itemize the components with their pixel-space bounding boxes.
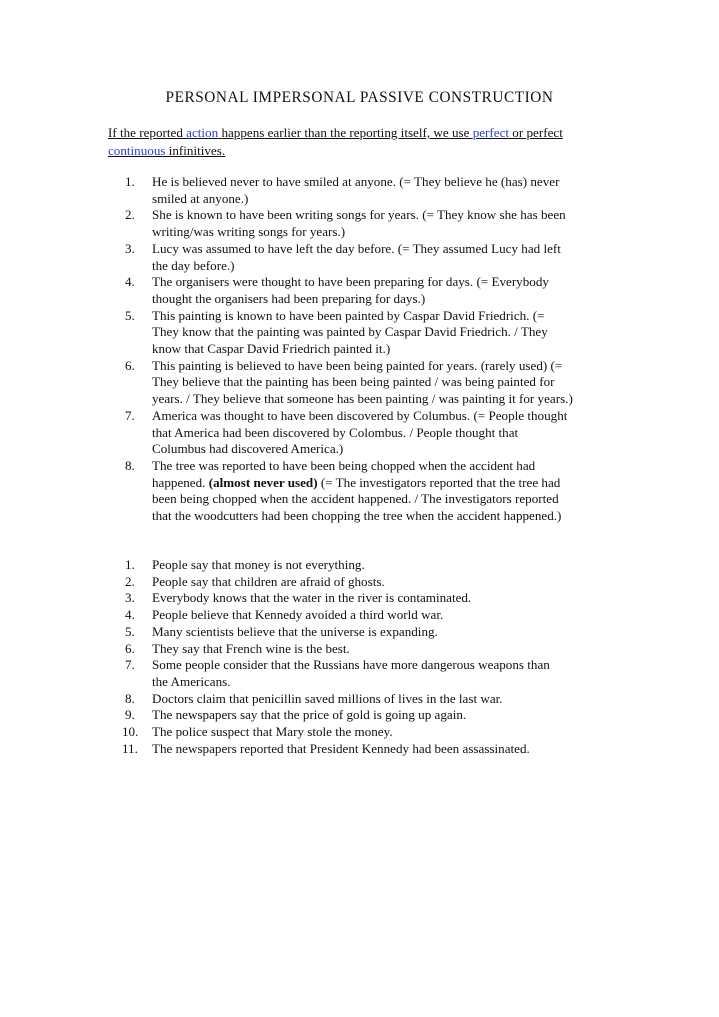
list-item	[0, 707, 719, 724]
item-text	[152, 724, 622, 741]
item-number: 2.	[125, 207, 135, 223]
keyword-perfect: perfect	[472, 125, 510, 140]
item-line: People say that money is not everything.	[152, 557, 365, 572]
item-text	[152, 741, 622, 758]
list-item	[0, 607, 719, 624]
usage-note-bold: (almost never used)	[208, 474, 318, 490]
item-text-segment: (= The investigators reported that the tree had	[317, 474, 561, 490]
item-line: smiled at anyone.)	[152, 190, 249, 206]
item-line: People say that children are afraid of ghosts.	[152, 573, 385, 589]
item-line: The police suspect that Mary stole the money.	[152, 724, 393, 740]
item-line: that America had been discovered by Colombus. / People thought that	[152, 424, 519, 440]
item-line: Lucy was assumed to have left the day before. (= They assumed Lucy had left	[152, 240, 561, 256]
list-item	[0, 358, 719, 408]
list-item	[0, 641, 719, 658]
item-line: thought the organisers had been preparing for days.)	[152, 290, 426, 306]
item-line: They know that the painting was painted by Caspar David Friedrich. / They	[152, 324, 548, 340]
item-text	[152, 657, 622, 690]
item-number: 1.	[125, 174, 135, 189]
item-text	[152, 624, 622, 641]
intro-text: or perfect	[509, 125, 563, 140]
intro-text: If the reported	[108, 125, 187, 140]
item-number: 3.	[125, 590, 135, 606]
item-number: 7.	[125, 657, 135, 673]
item-text	[152, 241, 622, 274]
item-number: 6.	[125, 357, 135, 373]
item-line: The organisers were thought to have been preparing for days. (= Everybody	[152, 274, 549, 290]
list-item	[0, 590, 719, 607]
item-number: 11.	[122, 740, 138, 756]
item-line: Many scientists believe that the universe is expanding.	[152, 623, 438, 639]
intro-paragraph	[108, 124, 618, 160]
item-line: The newspapers reported that President Kennedy had been assassinated.	[152, 740, 530, 756]
exercises-list	[0, 557, 719, 757]
item-text-segment: happened.	[152, 474, 209, 490]
item-text	[152, 557, 622, 574]
item-number: 5.	[125, 623, 135, 639]
list-item	[0, 691, 719, 708]
item-number: 2.	[125, 573, 135, 589]
list-item	[0, 657, 719, 690]
intro-line-1	[108, 124, 618, 142]
item-text	[152, 641, 622, 658]
item-number: 6.	[125, 640, 135, 656]
item-number: 4.	[125, 274, 135, 290]
item-text	[152, 691, 622, 708]
keyword-continuous: continuous	[108, 143, 166, 158]
list-item	[0, 557, 719, 574]
item-line: know that Caspar David Friedrich painted it.)	[152, 341, 391, 357]
item-text	[152, 207, 622, 240]
intro-text: infinitives.	[165, 143, 226, 158]
item-line: Columbus had discovered America.)	[152, 441, 344, 457]
list-item	[0, 741, 719, 758]
list-item	[0, 274, 719, 307]
item-line: Some people consider that the Russians have more dangerous weapons than	[152, 657, 550, 673]
item-line: They say that French wine is the best.	[152, 640, 350, 656]
item-line: Everybody knows that the water in the river is contaminated.	[152, 590, 472, 606]
item-line: This painting is known to have been painted by Caspar David Friedrich. (=	[152, 307, 545, 323]
item-line: He is believed never to have smiled at anyone. (= They believe he (has) never	[152, 174, 560, 189]
item-number: 3.	[125, 240, 135, 256]
item-line: The newspapers say that the price of gold is going up again.	[152, 707, 467, 723]
item-line: that the woodcutters had been chopping the tree when the accident happened.)	[152, 508, 562, 524]
list-item	[0, 408, 719, 458]
list-item	[0, 458, 719, 525]
list-item	[0, 724, 719, 741]
list-item	[0, 207, 719, 240]
item-number: 7.	[125, 407, 135, 423]
item-line: the Americans.	[152, 673, 231, 689]
item-text	[152, 174, 622, 207]
list-item	[0, 241, 719, 274]
item-number: 8.	[125, 690, 135, 706]
item-text	[152, 458, 622, 525]
item-text	[152, 590, 622, 607]
page-title: PERSONAL IMPERSONAL PASSIVE CONSTRUCTION	[165, 89, 554, 106]
list-item	[0, 308, 719, 358]
item-line: been being chopped when the accident happened. / The investigators reported	[152, 491, 559, 507]
item-text	[152, 358, 622, 408]
keyword-action: action	[186, 125, 219, 140]
item-text	[152, 274, 622, 307]
item-line: the day before.)	[152, 257, 235, 273]
item-text	[152, 574, 622, 591]
item-line: years. / They believe that someone has been painting / was painting it for years.)	[152, 391, 573, 407]
item-line: People believe that Kennedy avoided a third world war.	[152, 607, 444, 623]
item-line: This painting is believed to have been being painted for years. (rarely used) (=	[152, 357, 563, 373]
intro-text: happens earlier than the reporting itself, we use	[218, 125, 473, 140]
item-line: The tree was reported to have been being chopped when the accident had	[152, 457, 536, 473]
examples-list	[0, 174, 719, 525]
item-text	[152, 707, 622, 724]
item-line	[152, 475, 622, 492]
item-line: She is known to have been writing songs for years. (= They know she has been	[152, 207, 566, 223]
item-number: 8.	[125, 457, 135, 473]
item-line: They believe that the painting has been being painted / was being painted for	[152, 374, 555, 390]
list-item	[0, 624, 719, 641]
list-item	[0, 174, 719, 207]
item-text	[152, 408, 622, 458]
item-text	[152, 308, 622, 358]
item-line: Doctors claim that penicillin saved millions of lives in the last war.	[152, 690, 503, 706]
item-number: 4.	[125, 607, 135, 623]
item-text	[152, 607, 622, 624]
item-line: America was thought to have been discovered by Columbus. (= People thought	[152, 407, 568, 423]
item-number: 10.	[122, 724, 139, 740]
list-item	[0, 574, 719, 591]
item-number: 1.	[125, 557, 135, 572]
item-number: 9.	[125, 707, 135, 723]
item-number: 5.	[125, 307, 135, 323]
item-line: writing/was writing songs for years.)	[152, 224, 346, 240]
intro-line-2	[108, 142, 618, 160]
